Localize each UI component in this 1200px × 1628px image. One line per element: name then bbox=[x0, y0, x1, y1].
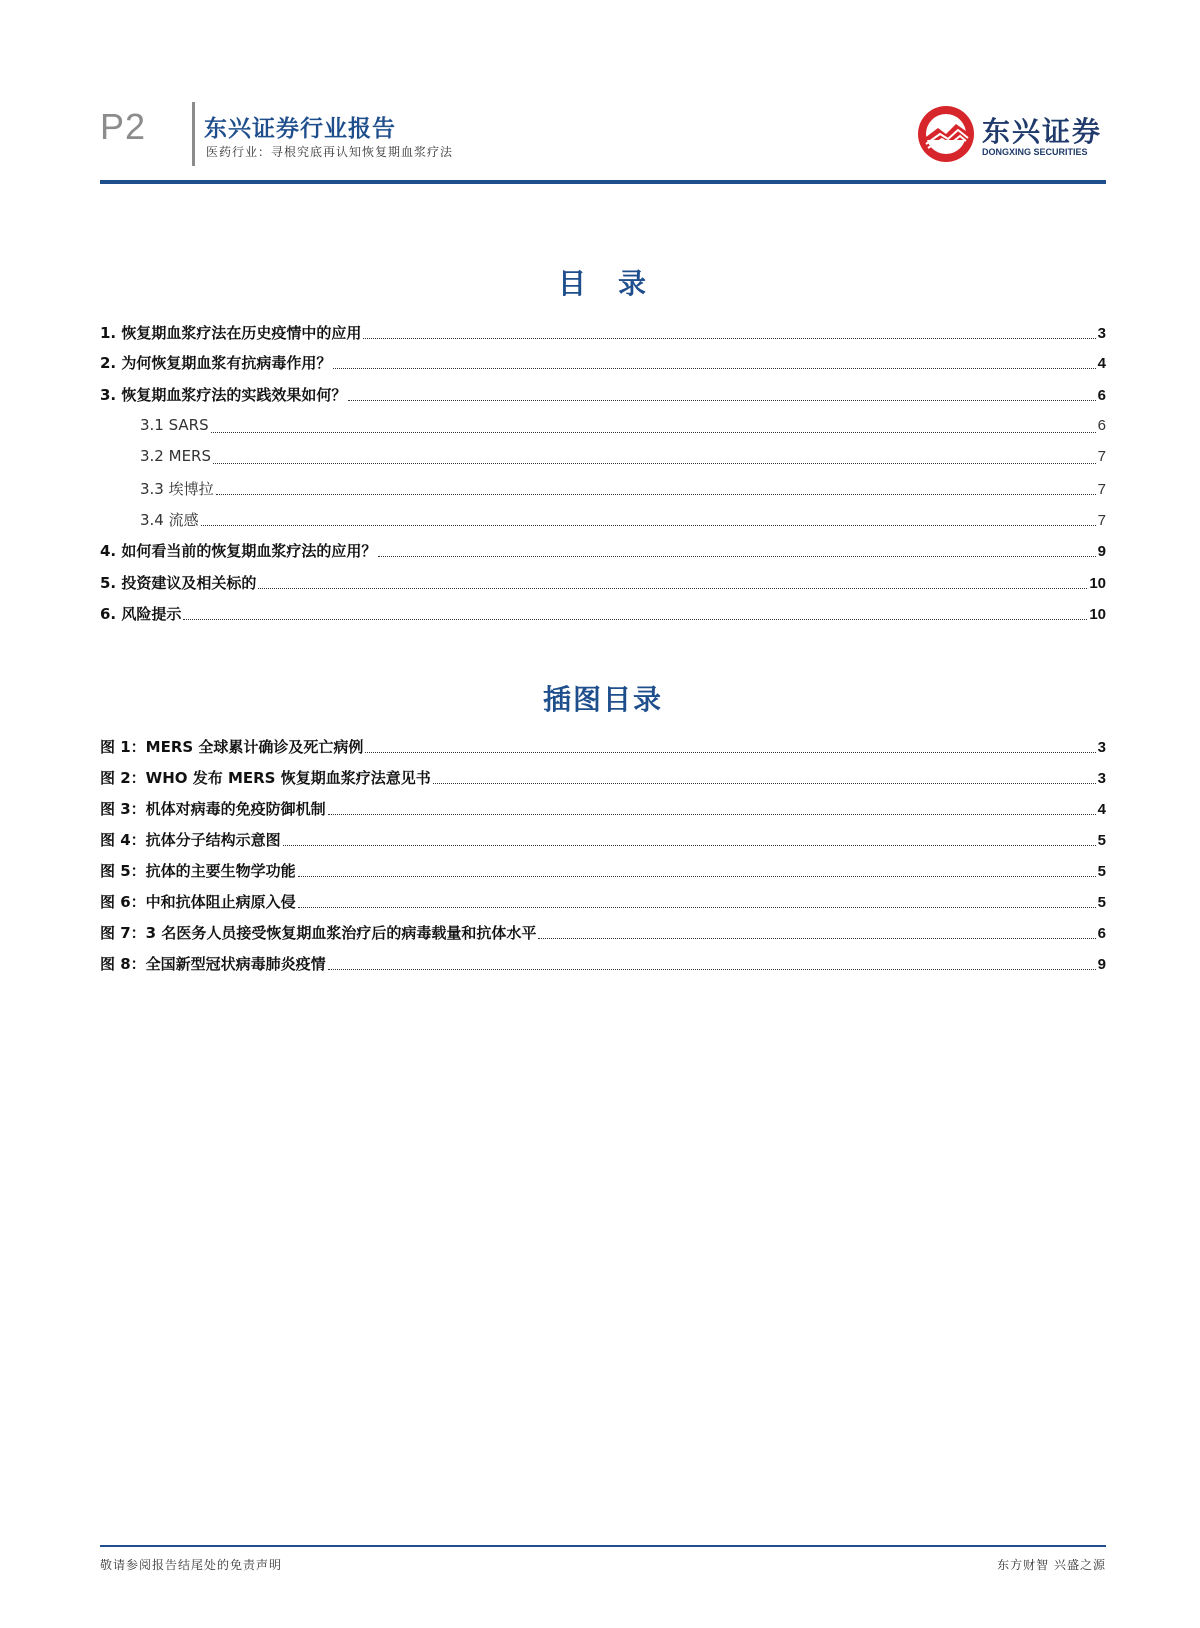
report-subtitle: 医药行业：寻根究底再认知恢复期血浆疗法 bbox=[206, 145, 454, 159]
company-logo bbox=[916, 104, 1106, 164]
figure-entry-label: 图 5：抗体的主要生物学功能 bbox=[100, 862, 296, 880]
toc-leader bbox=[213, 462, 1096, 464]
figure-entry-label: 图 7：3 名医务人员接受恢复期血浆治疗后的病毒载量和抗体水平 bbox=[100, 924, 537, 942]
toc-leader bbox=[216, 493, 1096, 495]
toc-leader bbox=[348, 399, 1095, 401]
toc-subentry[interactable] bbox=[100, 509, 1106, 531]
toc-entry[interactable] bbox=[100, 603, 1106, 625]
toc-leader bbox=[333, 367, 1095, 369]
figure-entry-label: 图 1：MERS 全球累计确诊及死亡病例 bbox=[100, 738, 364, 756]
header-rule bbox=[100, 180, 1106, 184]
figure-entry[interactable] bbox=[100, 829, 1106, 851]
toc-entry-page: 10 bbox=[1089, 606, 1106, 623]
figure-entry-label: 图 4：抗体分子结构示意图 bbox=[100, 831, 281, 849]
figure-entry-page: 4 bbox=[1097, 801, 1106, 818]
toc-leader bbox=[365, 751, 1095, 753]
figure-entry-page: 3 bbox=[1097, 739, 1106, 756]
footer-disclaimer-note: 敬请参阅报告结尾处的免责声明 bbox=[100, 1558, 283, 1572]
logo-mark-icon bbox=[916, 104, 976, 164]
figure-entry-label: 图 8：全国新型冠状病毒肺炎疫情 bbox=[100, 955, 326, 973]
toc-entry-page: 9 bbox=[1097, 543, 1106, 560]
toc-entry-label: 3.1 SARS bbox=[140, 416, 209, 434]
toc-leader bbox=[538, 937, 1095, 939]
toc-entry-page: 7 bbox=[1097, 512, 1106, 529]
toc-entry-label: 3.2 MERS bbox=[140, 447, 211, 465]
figure-entry-label: 图 2：WHO 发布 MERS 恢复期血浆疗法意见书 bbox=[100, 769, 431, 787]
footer-rule bbox=[100, 1545, 1106, 1547]
toc-entry[interactable] bbox=[100, 322, 1106, 344]
figure-entry-page: 5 bbox=[1097, 894, 1106, 911]
toc-leader bbox=[298, 906, 1096, 908]
figure-entry[interactable] bbox=[100, 891, 1106, 913]
toc-entry-label: 3.3 埃博拉 bbox=[140, 480, 214, 498]
toc-entry-page: 3 bbox=[1097, 325, 1106, 342]
figure-entry-page: 9 bbox=[1097, 956, 1106, 973]
toc-entry[interactable] bbox=[100, 540, 1106, 562]
toc-leader bbox=[201, 524, 1096, 526]
figures-heading: 插图目录 bbox=[542, 683, 663, 716]
figure-entry-page: 3 bbox=[1097, 770, 1106, 787]
footer-slogan: 东方财智 兴盛之源 bbox=[997, 1558, 1106, 1572]
toc-entry-label: 2. 为何恢复期血浆有抗病毒作用？ bbox=[100, 354, 332, 372]
toc-heading: 目 录 bbox=[557, 267, 648, 300]
toc-entry-label: 3. 恢复期血浆疗法的实践效果如何？ bbox=[100, 386, 347, 404]
toc-entry-page: 10 bbox=[1089, 575, 1106, 592]
toc-leader bbox=[283, 844, 1096, 846]
toc-entry-label: 4. 如何看当前的恢复期血浆疗法的应用？ bbox=[100, 542, 377, 560]
figure-entry-page: 6 bbox=[1097, 925, 1106, 942]
figure-entry[interactable] bbox=[100, 798, 1106, 820]
toc-leader bbox=[363, 337, 1095, 339]
toc-entry-page: 4 bbox=[1097, 355, 1106, 372]
toc-subentry[interactable] bbox=[100, 478, 1106, 500]
toc-leader bbox=[378, 555, 1095, 557]
figure-entry[interactable] bbox=[100, 922, 1106, 944]
toc-entry-page: 6 bbox=[1097, 417, 1106, 434]
toc-entry-page: 7 bbox=[1097, 448, 1106, 465]
figure-entry-label: 图 6：中和抗体阻止病原入侵 bbox=[100, 893, 296, 911]
toc-entry-page: 6 bbox=[1097, 387, 1106, 404]
toc-entry-label: 1. 恢复期血浆疗法在历史疫情中的应用 bbox=[100, 324, 362, 342]
toc-entry[interactable] bbox=[100, 384, 1106, 406]
logo-english-name: DONGXING SECURITIES bbox=[982, 147, 1088, 157]
toc-leader bbox=[433, 782, 1096, 784]
figure-entry-label: 图 3：机体对病毒的免疫防御机制 bbox=[100, 800, 326, 818]
toc-leader bbox=[298, 875, 1096, 877]
toc-leader bbox=[328, 968, 1096, 970]
toc-entry-page: 7 bbox=[1097, 481, 1106, 498]
toc-entry[interactable] bbox=[100, 572, 1106, 594]
toc-entry[interactable] bbox=[100, 352, 1106, 374]
toc-entry-label: 3.4 流感 bbox=[140, 511, 199, 529]
report-series-title: 东兴证券行业报告 bbox=[204, 116, 396, 142]
toc-leader bbox=[328, 813, 1096, 815]
toc-leader bbox=[211, 431, 1096, 433]
toc-entry-label: 5. 投资建议及相关标的 bbox=[100, 574, 257, 592]
figure-entry-page: 5 bbox=[1097, 863, 1106, 880]
page-number: P2 bbox=[100, 106, 147, 147]
toc-entry-label: 6. 风险提示 bbox=[100, 605, 182, 623]
header-vertical-divider bbox=[192, 102, 195, 166]
toc-leader bbox=[183, 618, 1087, 620]
toc-leader bbox=[258, 587, 1087, 589]
figure-entry[interactable] bbox=[100, 953, 1106, 975]
logo-chinese-name: 东兴证券 bbox=[982, 115, 1103, 148]
figure-entry-page: 5 bbox=[1097, 832, 1106, 849]
figure-entry[interactable] bbox=[100, 860, 1106, 882]
toc-subentry[interactable] bbox=[100, 416, 1106, 438]
figure-entry[interactable] bbox=[100, 767, 1106, 789]
toc-subentry[interactable] bbox=[100, 447, 1106, 469]
figure-entry[interactable] bbox=[100, 736, 1106, 758]
